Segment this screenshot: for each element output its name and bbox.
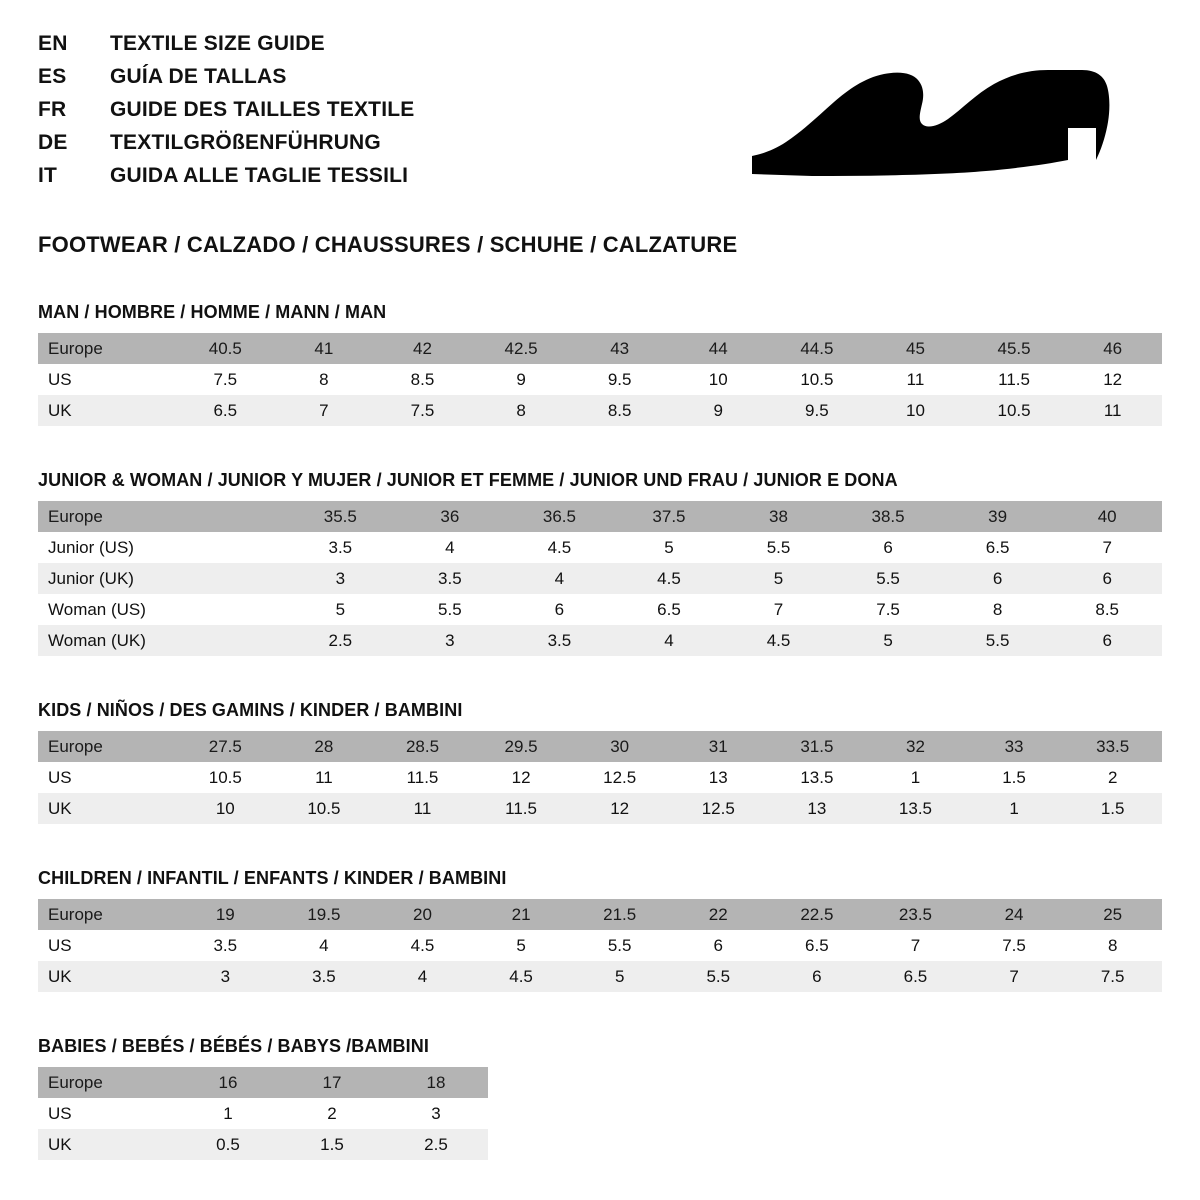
cell: 12.5 [570,762,669,793]
row-label: Europe [38,333,176,364]
cell: 9.5 [768,395,867,426]
page-header [38,32,1162,204]
cell: 44.5 [768,333,867,364]
cell: 10.5 [176,762,275,793]
cell: 8 [943,594,1053,625]
language-row [38,98,414,131]
table-row [38,333,1162,364]
language-title-list [38,32,414,197]
language-title: GUIDA ALLE TAGLIE TESSILI [110,164,409,187]
cell: 37.5 [614,501,724,532]
cell: 3 [176,961,275,992]
cell: 0.5 [176,1129,280,1160]
language-row [38,164,414,197]
cell: 33 [965,731,1064,762]
section-title: MAN / HOMBRE / HOMME / MANN / MAN [38,302,387,322]
cell: 8.5 [570,395,669,426]
cell: 45.5 [965,333,1064,364]
table-row [38,532,1162,563]
section-title: JUNIOR & WOMAN / JUNIOR Y MUJER / JUNIOR ET FEMME / JUNIOR UND FRAU / JUNIOR E DONA [38,470,898,490]
section-title: BABIES / BEBÉS / BÉBÉS / BABYS /BAMBINI [38,1036,429,1056]
language-row [38,65,414,98]
cell: 40 [1052,501,1162,532]
cell: 1.5 [965,762,1064,793]
size-table-junior-woman [38,501,1162,656]
section-man [38,302,1162,426]
cell: 9 [472,364,571,395]
row-label: Europe [38,1067,176,1098]
table-row [38,1129,488,1160]
cell [176,532,286,563]
cell: 6 [1052,625,1162,656]
cell: 8.5 [1052,594,1162,625]
table-row [38,364,1162,395]
row-label: US [38,762,176,793]
cell: 3.5 [176,930,275,961]
cell: 10.5 [965,395,1064,426]
cell: 5 [724,563,834,594]
cell: 28.5 [373,731,472,762]
cell: 18 [384,1067,488,1098]
row-label: US [38,930,176,961]
cell: 8 [275,364,374,395]
language-row [38,131,414,164]
cell: 1.5 [1063,793,1162,824]
table-row [38,762,1162,793]
cell: 10.5 [275,793,374,824]
section-title: KIDS / NIÑOS / DES GAMINS / KINDER / BAMBINI [38,700,463,720]
cell: 43 [570,333,669,364]
cell: 3 [286,563,396,594]
cell: 13 [768,793,867,824]
language-title: GUÍA DE TALLAS [110,65,287,88]
cell: 5 [614,532,724,563]
cell: 3.5 [275,961,374,992]
cell: 1 [176,1098,280,1129]
cell: 2.5 [384,1129,488,1160]
language-title: TEXTILGRÖßENFÜHRUNG [110,131,381,154]
cell: 11 [1063,395,1162,426]
size-table-babies [38,1067,488,1160]
row-label: Woman (UK) [38,625,176,656]
cell: 2 [1063,762,1162,793]
cell: 10 [669,364,768,395]
language-code: EN [38,32,68,55]
cell: 6.5 [943,532,1053,563]
table-row [38,731,1162,762]
cell: 11.5 [965,364,1064,395]
section-junior-woman [38,470,1162,656]
cell: 11.5 [472,793,571,824]
cell: 4 [505,563,615,594]
section-title: CHILDREN / INFANTIL / ENFANTS / KINDER / BAMBINI [38,868,507,888]
cell: 9 [669,395,768,426]
size-table-kids [38,731,1162,824]
cell [176,594,286,625]
cell: 42.5 [472,333,571,364]
cell: 13.5 [866,793,965,824]
cell: 31 [669,731,768,762]
language-code: IT [38,164,58,187]
row-label: UK [38,793,176,824]
cell: 28 [275,731,374,762]
table-row [38,793,1162,824]
language-code: ES [38,65,67,88]
language-title: GUIDE DES TAILLES TEXTILE [110,98,415,121]
cell: 36 [395,501,505,532]
footwear-category-title: FOOTWEAR / CALZADO / CHAUSSURES / SCHUHE / CALZATURE [38,232,738,257]
cell: 10 [866,395,965,426]
cell: 12.5 [669,793,768,824]
cell: 11 [866,364,965,395]
cell: 21 [472,899,571,930]
row-label: US [38,364,176,395]
cell: 5.5 [395,594,505,625]
cell: 9.5 [570,364,669,395]
cell: 25 [1063,899,1162,930]
row-label: Europe [38,899,176,930]
cell: 31.5 [768,731,867,762]
cell: 6.5 [866,961,965,992]
cell: 7.5 [833,594,943,625]
cell: 11.5 [373,762,472,793]
cell: 5.5 [833,563,943,594]
cell: 22 [669,899,768,930]
cell: 2 [280,1098,384,1129]
cell: 1 [965,793,1064,824]
table-row [38,395,1162,426]
row-label: Junior (UK) [38,563,176,594]
table-row [38,501,1162,532]
cell: 27.5 [176,731,275,762]
cell: 7.5 [965,930,1064,961]
cell: 7.5 [373,395,472,426]
language-code: FR [38,98,67,121]
cell: 41 [275,333,374,364]
table-row [38,1098,488,1129]
language-title: TEXTILE SIZE GUIDE [110,32,325,55]
cell: 32 [866,731,965,762]
section-children [38,868,1162,992]
table-row [38,563,1162,594]
cell: 35.5 [286,501,396,532]
cell: 4 [275,930,374,961]
size-table-man [38,333,1162,426]
cell: 4.5 [614,563,724,594]
cell: 4.5 [724,625,834,656]
cell: 5.5 [570,930,669,961]
cell: 19.5 [275,899,374,930]
cell: 7.5 [1063,961,1162,992]
cell: 10.5 [768,364,867,395]
cell: 19 [176,899,275,930]
cell: 7 [724,594,834,625]
cell: 30 [570,731,669,762]
cell: 2.5 [286,625,396,656]
cell: 5.5 [943,625,1053,656]
table-row [38,899,1162,930]
table-row [38,961,1162,992]
cell: 4 [614,625,724,656]
cell: 36.5 [505,501,615,532]
table-row [38,594,1162,625]
cell: 39 [943,501,1053,532]
cell: 7.5 [176,364,275,395]
cell: 20 [373,899,472,930]
cell: 13 [669,762,768,793]
cell [176,625,286,656]
table-row [38,930,1162,961]
cell: 8 [1063,930,1162,961]
row-label: Europe [38,501,176,532]
cell: 6.5 [614,594,724,625]
cell: 1.5 [280,1129,384,1160]
cell: 38 [724,501,834,532]
cell: 1 [866,762,965,793]
cell: 17 [280,1067,384,1098]
cell: 5 [472,930,571,961]
cell: 38.5 [833,501,943,532]
language-row [38,32,414,65]
cell: 8.5 [373,364,472,395]
cell: 10 [176,793,275,824]
section-kids [38,700,1162,824]
cell: 6.5 [768,930,867,961]
cell: 12 [1063,364,1162,395]
cell: 4 [395,532,505,563]
cell: 5.5 [669,961,768,992]
cell: 12 [472,762,571,793]
cell: 3 [384,1098,488,1129]
cell: 5 [286,594,396,625]
row-label: UK [38,1129,176,1160]
size-table-children [38,899,1162,992]
cell: 8 [472,395,571,426]
cell: 13.5 [768,762,867,793]
cell: 29.5 [472,731,571,762]
cell: 7 [866,930,965,961]
cell: 6 [1052,563,1162,594]
cell: 12 [570,793,669,824]
dress-shoe-icon [742,54,1122,204]
row-label: US [38,1098,176,1129]
cell: 3.5 [395,563,505,594]
cell: 22.5 [768,899,867,930]
cell: 3.5 [286,532,396,563]
row-label: UK [38,395,176,426]
cell: 4.5 [472,961,571,992]
cell: 44 [669,333,768,364]
cell [176,501,286,532]
cell: 6 [505,594,615,625]
cell: 40.5 [176,333,275,364]
cell: 42 [373,333,472,364]
cell: 3 [395,625,505,656]
cell: 6 [669,930,768,961]
row-label: Woman (US) [38,594,176,625]
cell: 21.5 [570,899,669,930]
cell: 7 [275,395,374,426]
language-code: DE [38,131,68,154]
cell: 6 [943,563,1053,594]
section-babies [38,1036,1162,1160]
cell: 46 [1063,333,1162,364]
cell: 11 [275,762,374,793]
cell: 5 [570,961,669,992]
cell: 5 [833,625,943,656]
cell: 6 [833,532,943,563]
table-row [38,1067,488,1098]
cell: 16 [176,1067,280,1098]
row-label: Junior (US) [38,532,176,563]
cell: 11 [373,793,472,824]
cell: 4.5 [505,532,615,563]
cell: 7 [965,961,1064,992]
cell [176,563,286,594]
cell: 3.5 [505,625,615,656]
cell: 4 [373,961,472,992]
cell: 6.5 [176,395,275,426]
table-row [38,625,1162,656]
cell: 5.5 [724,532,834,563]
cell: 23.5 [866,899,965,930]
cell: 4.5 [373,930,472,961]
cell: 7 [1052,532,1162,563]
cell: 45 [866,333,965,364]
cell: 24 [965,899,1064,930]
cell: 33.5 [1063,731,1162,762]
cell: 6 [768,961,867,992]
row-label: UK [38,961,176,992]
row-label: Europe [38,731,176,762]
